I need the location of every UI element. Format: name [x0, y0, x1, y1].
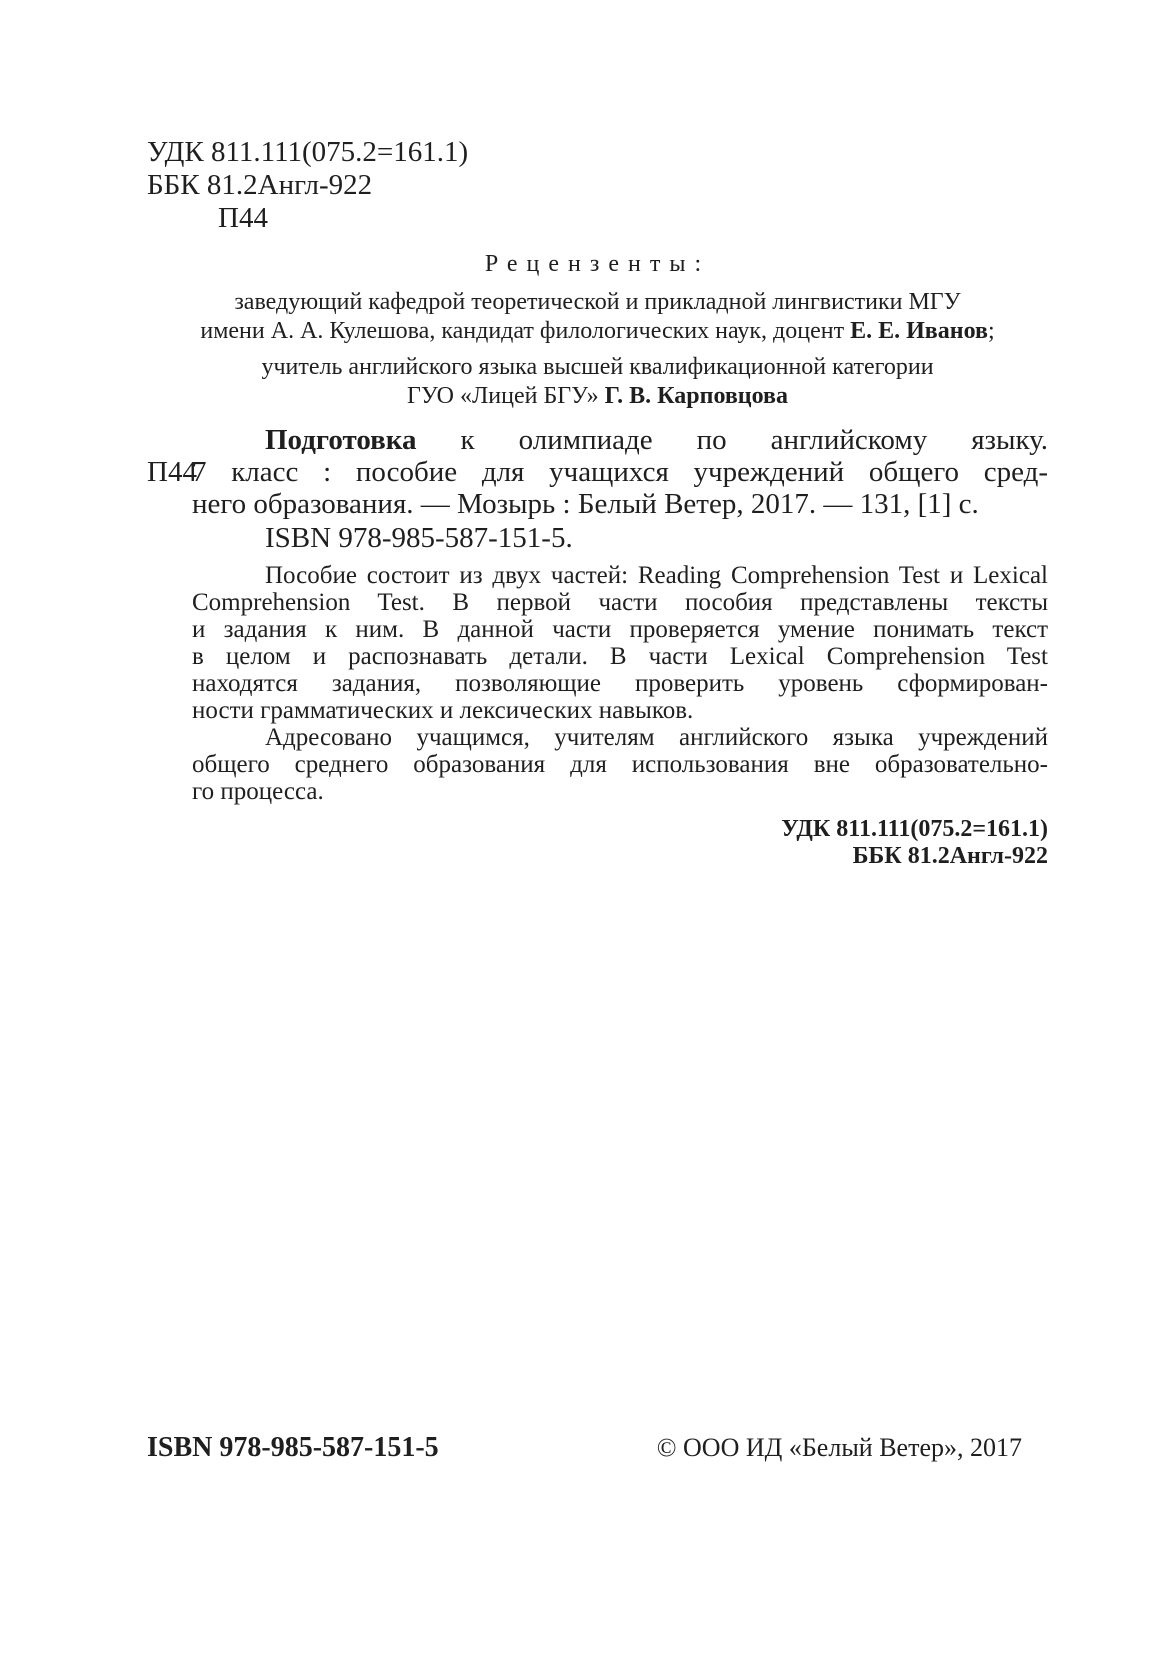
annotation-line: в целом и распознавать детали. В части Lexical Comprehension Test [192, 643, 1048, 670]
reviewer-line-1: заведующий кафедрой теоретической и прикладной лингвистики МГУ [234, 289, 961, 315]
annotation-line: Comprehension Test. В первой части пособия представлены тексты [192, 589, 1048, 616]
reviewer-line-4 [147, 382, 1048, 411]
catalog-entry-body [147, 424, 1048, 554]
annotation-line: находятся задания, позволяющие проверить уровень сформирован- [192, 670, 1048, 697]
footer-copyright: © ООО ИД «Белый Ветер», 2017 [656, 1433, 1022, 1462]
udc-line-bottom: УДК 811.111(075.2=161.1) [781, 816, 1048, 842]
reviewer-line-2 [147, 317, 1048, 346]
reviewers-block [147, 250, 1048, 411]
annotation-line: Пособие состоит из двух частей: Reading Comprehension Test и Lexical [265, 562, 1048, 589]
udc-line: УДК 811.111(075.2=161.1) [147, 136, 469, 168]
entry-author-code: П44 [147, 456, 197, 488]
annotation-line: ности грамматических и лексических навыков. [192, 697, 694, 724]
entry-title-bold: Подготовка [265, 424, 417, 456]
bottom-classification-block [147, 816, 1048, 870]
annotation-paragraph-1 [192, 562, 1048, 724]
entry-title-line [192, 424, 1048, 456]
reviewer-line-3: учитель английского языка высшей квалификационной категории [261, 354, 934, 380]
annotation-line: Адресовано учащимся, учителям английского языка учреждений [265, 724, 1048, 751]
entry-isbn-line: ISBN 978-985-587-151-5. [265, 522, 573, 554]
bbk-line: ББК 81.2Англ-922 [147, 169, 373, 201]
footer-isbn: ISBN 978-985-587-151-5 [147, 1432, 439, 1463]
reviewer-name-2: Г. В. Карповцова [604, 383, 788, 409]
top-classification-block [147, 136, 1048, 235]
entry-title-rest: к олимпиаде по английскому языку. [460, 424, 1049, 456]
entry-line-2: 7 класс : пособие для учащихся учреждений общего сред- [192, 456, 1048, 488]
author-sign-code: П44 [218, 202, 268, 234]
annotation-line: го процесса. [192, 778, 324, 805]
annotation-block [147, 562, 1048, 805]
catalog-entry-block [147, 424, 1048, 554]
reviewer-line-2-punct: ; [987, 318, 995, 344]
annotation-paragraph-2 [192, 724, 1048, 805]
annotation-body [192, 562, 1048, 805]
reviewer-name-1: Е. Е. Иванов [850, 318, 988, 344]
reviewer-line-2-text: имени А. А. Кулешова, кандидат филологических наук, доцент [200, 318, 845, 344]
reviewer-line-4-text: ГУО «Лицей БГУ» [407, 383, 599, 409]
reviewers-heading: Рецензенты: [484, 251, 711, 277]
annotation-line: общего среднего образования для использования вне образовательно- [192, 751, 1048, 778]
annotation-line: и задания к ним. В данной части проверяется умение понимать текст [192, 616, 1048, 643]
footer-line [147, 1432, 1048, 1464]
entry-line-3: него образования. — Мозырь : Белый Ветер, 2017. — 131, [1] с. [192, 488, 979, 520]
bbk-line-bottom: ББК 81.2Англ-922 [852, 843, 1048, 869]
